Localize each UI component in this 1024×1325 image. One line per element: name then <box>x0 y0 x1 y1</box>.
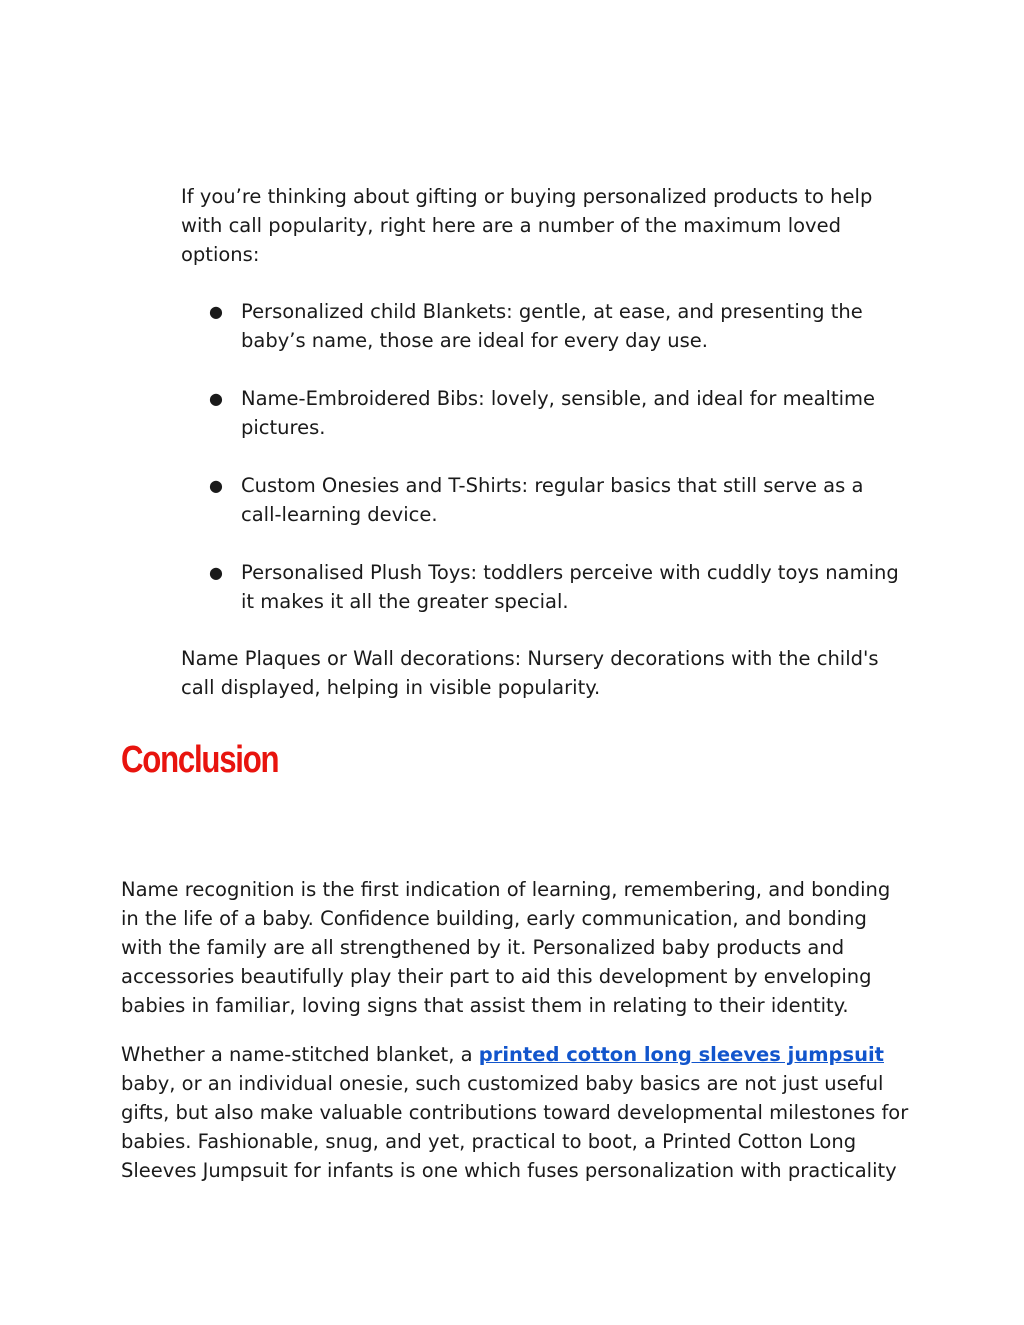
bullet-icon: ● <box>209 389 223 408</box>
list-item-text: Name-Embroidered Bibs: lovely, sensible, and ideal for mealtime pictures. <box>241 387 876 439</box>
list-item <box>181 558 901 616</box>
conclusion-paragraph-2 <box>121 1040 911 1185</box>
gift-options-list <box>181 297 901 645</box>
list-item-text: Custom Onesies and T-Shirts: regular basics that still serve as a call-learning device. <box>241 474 864 526</box>
paragraph-text-before-link: Whether a name-stitched blanket, a <box>121 1043 479 1066</box>
intro-paragraph: If you’re thinking about gifting or buying personalized products to help with call popularity, right here are a number of the maximum loved options: <box>181 185 873 266</box>
jumpsuit-link[interactable]: printed cotton long sleeves jumpsuit <box>478 1043 884 1066</box>
bullet-icon: ● <box>209 302 223 321</box>
list-item <box>181 297 901 355</box>
paragraph-text-after-link: baby, or an individual onesie, such customized baby basics are not just useful gifts, but also make valuable contributions toward developmental milestones for babies. Fashionable, snug, and yet, practical to boot, a Printed Cotton Long Sleeves Jumpsuit for infants is one which fuses personalization with practicality <box>121 1072 909 1182</box>
list-item-text: Personalised Plush Toys: toddlers perceive with cuddly toys naming it makes it all the greater special. <box>241 561 899 613</box>
conclusion-heading: Conclusion <box>121 739 279 781</box>
list-item <box>181 471 901 529</box>
conclusion-paragraph-1: Name recognition is the first indication of learning, remembering, and bonding in the life of a baby. Confidence building, early communication, and bonding with the family are all strengthened by it. Personalized baby products and accessories beautifully play their part to aid this development by enveloping babies in familiar, loving signs that assist them in relating to their identity. <box>121 878 891 1017</box>
plaques-paragraph: Name Plaques or Wall decorations: Nursery decorations with the child's call displayed, helping in visible popularity. <box>181 647 879 699</box>
list-item-text: Personalized child Blankets: gentle, at ease, and presenting the baby’s name, those are ideal for every day use. <box>241 300 863 352</box>
bullet-icon: ● <box>209 476 223 495</box>
list-item <box>181 384 901 442</box>
bullet-icon: ● <box>209 563 223 582</box>
